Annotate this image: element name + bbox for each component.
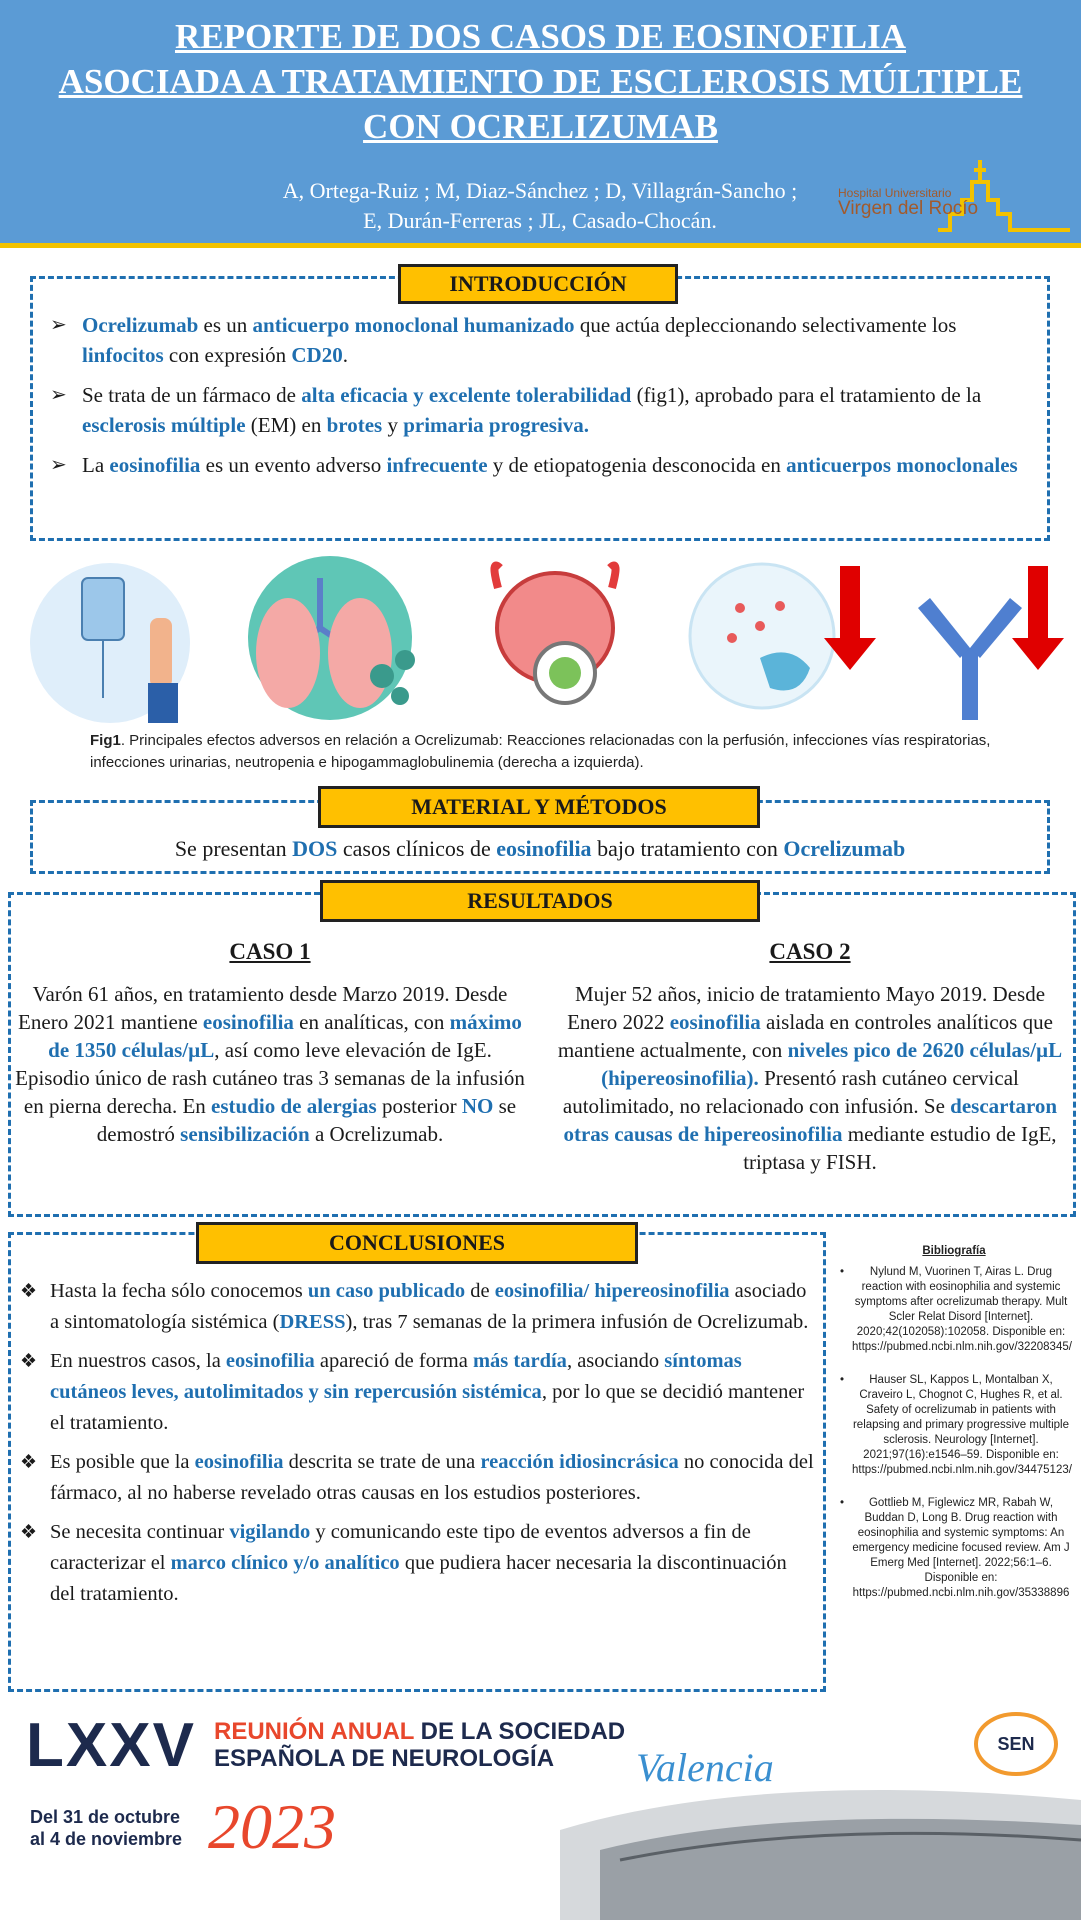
title-line: CON OCRELIZUMAB bbox=[363, 107, 718, 146]
congress-banner bbox=[0, 1700, 1081, 1920]
hospital-name: Virgen del Rocío bbox=[838, 198, 979, 219]
congress-name: REUNIÓN ANUAL DE LA SOCIEDAD ESPAÑOLA DE NEUROLOGÍA bbox=[214, 1718, 626, 1772]
methods-text: Se presentan DOS casos clínicos de eosinofilia bajo tratamiento con Ocrelizumab bbox=[174, 836, 906, 861]
authors-line: A, Ortega-Ruiz ; M, Diaz-Sánchez ; D, Villagrán-Sancho ; bbox=[282, 178, 798, 203]
down-arrow-icon bbox=[1012, 566, 1064, 670]
congress-year: 2023 bbox=[208, 1791, 336, 1862]
conclusion-bullet: ❖ Hasta la fecha sólo conocemos un caso publicado de eosinofilia/ hipereosinofilia asociado a sintomatología sistémica (DRESS), tras 7 semanas de la primera infusión de Ocrelizumab. bbox=[16, 1276, 816, 1338]
diamond-bullet-icon: ❖ bbox=[20, 1351, 38, 1372]
title-line: ASOCIADA A TRATAMIENTO DE ESCLEROSIS MÚLTIPLE bbox=[58, 62, 1023, 101]
methods-heading: MATERIAL Y MÉTODOS bbox=[318, 786, 760, 828]
congress-city: Valencia bbox=[636, 1745, 774, 1790]
conclusion-bullet: ❖ Es posible que la eosinofilia descrita se trate de una reacción idiosincrásica no conocida del fármaco, al no haberse revelado otras causas en los estudios posteriores. bbox=[16, 1447, 816, 1509]
bibliography bbox=[838, 1244, 1070, 1619]
case-1-text: Varón 61 años, en tratamiento desde Marzo 2019. Desde Enero 2021 mantiene eosinofilia en analíticas, con máximo de 1350 células/µL, así como leve elevación de IgE. Episodio único de rash cutáneo tras 3 semanas de la infusión en pierna derecha. En estudio de alergias posterior NO se demostró sensibilización a Ocrelizumab. bbox=[15, 982, 525, 1146]
authors-line: E, Durán-Ferreras ; JL, Casado-Chocán. bbox=[363, 208, 717, 233]
edition-number: LXXV bbox=[26, 1711, 196, 1780]
intro-bullet: ➢ Ocrelizumab es un anticuerpo monoclonal humanizado que actúa depleccionando selectivamente los linfocitos con expresión CD20. bbox=[40, 310, 1035, 370]
diamond-bullet-icon: ❖ bbox=[20, 1522, 38, 1543]
congress-dates: Del 31 de octubre al 4 de noviembre bbox=[30, 1807, 183, 1849]
diamond-bullet-icon: ❖ bbox=[20, 1452, 38, 1473]
conclusion-bullet: ❖ Se necesita continuar vigilando y comunicando este tipo de eventos adversos a fin de caracterizar el marco clínico y/o analítico que pudiera hacer necesaria la discontinuación del tratamiento. bbox=[16, 1517, 816, 1610]
reference-item: • Gottlieb M, Figlewicz MR, Rabah W, Buddan D, Long B. Drug reaction with eosinophilia and systemic symptoms: An emergency medicine focused review. Am J Emerg Med [Internet]. 2022;56:1–6. Disponible en: https://pubmed.ncbi.nlm.nih.gov/35338896 bbox=[840, 1497, 1070, 1599]
conclusions-list bbox=[16, 1276, 816, 1618]
hospital-name-small: Hospital Universitario bbox=[838, 186, 952, 200]
diamond-bullet-icon: ❖ bbox=[20, 1281, 38, 1302]
figure-caption: Fig1. Principales efectos adversos en relación a Ocrelizumab: Reacciones relacionadas con la perfusión, infecciones vías respiratorias, infecciones urinarias, neutropenia e hipogammaglobulinemia (derecha a izquierda). bbox=[90, 732, 991, 771]
intro-bullet: ➢ La eosinofilia es un evento adverso infrecuente y de etiopatogenia desconocida en anticuerpos monoclonales bbox=[40, 450, 1035, 480]
case-1 bbox=[10, 938, 530, 1148]
arrow-bullet-icon: ➢ bbox=[50, 384, 67, 406]
reference-item: • Hauser SL, Kappos L, Montalban X, Craveiro L, Chognot C, Hughes R, et al. Safety of ocrelizumab in patients with relapsing and primary progressive multiple sclerosis. Neurology [Internet]. 2021;97(16):e1546–59. Disponible en: https://pubmed.ncbi.nlm.nih.gov/34475123/ bbox=[840, 1374, 1072, 1476]
antibody-icon bbox=[918, 598, 1022, 720]
lungs-infection-icon bbox=[248, 556, 415, 720]
poster-header bbox=[0, 0, 1081, 248]
authors bbox=[200, 176, 880, 236]
intro-bullet: ➢ Se trata de un fármaco de alta eficacia y excelente tolerabilidad (fig1), aprobado para el tratamiento de la esclerosis múltiple (EM) en brotes y primaria progresiva. bbox=[40, 380, 1035, 440]
case-2 bbox=[550, 938, 1070, 1176]
neutrophil-icon bbox=[690, 564, 834, 708]
hospital-logo bbox=[838, 142, 1073, 232]
case-1-title: CASO 1 bbox=[229, 939, 311, 964]
intro-list bbox=[40, 310, 1035, 490]
bladder-infection-icon bbox=[494, 566, 615, 704]
case-2-title: CASO 2 bbox=[769, 939, 851, 964]
figure-1 bbox=[20, 548, 1070, 728]
bibliography-heading: Bibliografía bbox=[922, 1245, 986, 1257]
svg-text:SEN: SEN bbox=[997, 1734, 1035, 1754]
title-line: REPORTE DE DOS CASOS DE EOSINOFILIA bbox=[174, 17, 907, 56]
conclusion-bullet: ❖ En nuestros casos, la eosinofilia apareció de forma más tardía, asociando síntomas cutáneos leves, autolimitados y sin repercusión sistémica, por lo que se decidió mantener el tratamiento. bbox=[16, 1346, 816, 1439]
sen-logo bbox=[970, 1708, 1062, 1780]
arrow-bullet-icon: ➢ bbox=[50, 314, 67, 336]
arrow-bullet-icon: ➢ bbox=[50, 454, 67, 476]
results-heading: RESULTADOS bbox=[320, 880, 760, 922]
case-2-text: Mujer 52 años, inicio de tratamiento Mayo 2019. Desde Enero 2022 eosinofilia aislada en controles analíticos que mantiene actualmente, con niveles pico de 2620 células/µL (hipereosinofilia). Presentó rash cutáneo cervical autolimitado, no relacionado con infusión. Se descartaron otras causas de hipereosinofilia mediante estudio de IgE, triptasa y FISH. bbox=[557, 982, 1063, 1174]
intro-heading: INTRODUCCIÓN bbox=[398, 264, 678, 304]
figure-label: Fig1 bbox=[90, 732, 121, 749]
infusion-icon bbox=[30, 563, 190, 723]
reference-item: • Nylund M, Vuorinen T, Airas L. Drug reaction with eosinophilia and systemic symptoms after ocrelizumab therapy. Mult Scler Relat Disord [Internet]. 2020;42(102058):102058. Disponible en: https://pubmed.ncbi.nlm.nih.gov/32208345/ bbox=[840, 1266, 1072, 1353]
poster-title bbox=[0, 14, 1081, 149]
conclusions-heading: CONCLUSIONES bbox=[196, 1222, 638, 1264]
